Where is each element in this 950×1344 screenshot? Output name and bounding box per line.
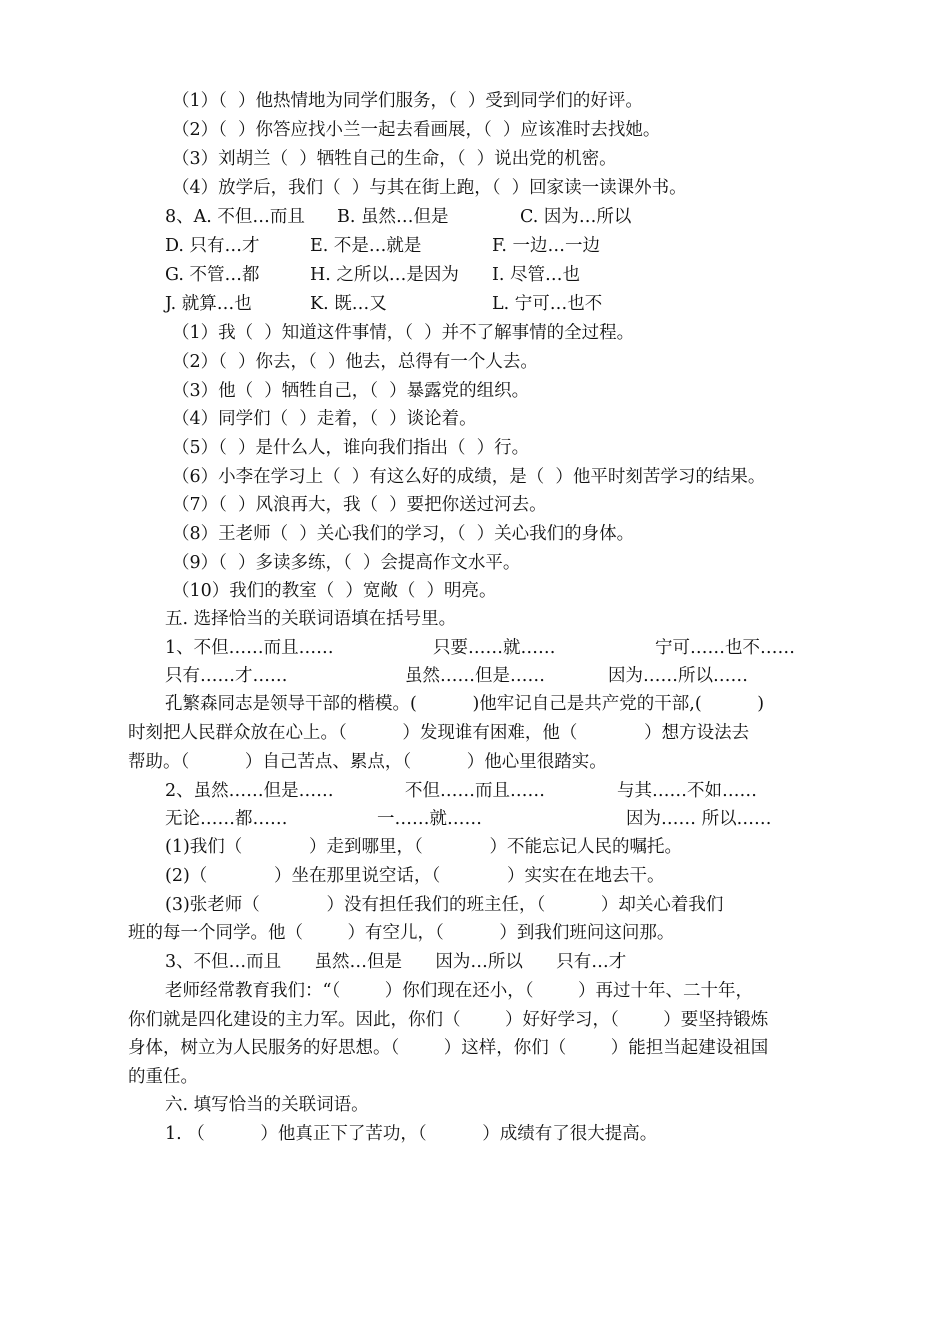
section-heading: 五. 选择恰当的关联词语填在括号里。 bbox=[165, 609, 457, 629]
option-label: C. 因为…所以 bbox=[520, 207, 632, 227]
option-label: J. 就算…也 bbox=[165, 294, 252, 314]
exercise-item: （8）王老师（ ）关心我们的学习，（ ）关心我们的身体。 bbox=[172, 524, 635, 544]
exercise-item: （3）他（ ）牺牲自己，（ ）暴露党的组织。 bbox=[172, 381, 530, 401]
option-label: B. 虽然…但是 bbox=[337, 207, 449, 227]
exercise-item: （5）（ ）是什么人，谁向我们指出（ ）行。 bbox=[172, 438, 530, 458]
option-label: K. 既…又 bbox=[310, 294, 387, 314]
option-label: E. 不是…就是 bbox=[310, 236, 422, 256]
option-label: 2、虽然……但是…… bbox=[165, 781, 334, 801]
passage-line: 身体，树立为人民服务的好思想。（ ）这样，你们（ ）能担当起建设祖国 bbox=[128, 1038, 769, 1058]
exercise-item: （3）刘胡兰（ ）牺牲自己的生命，（ ）说出党的机密。 bbox=[172, 149, 617, 169]
option-label: G. 不管…都 bbox=[165, 265, 260, 285]
option-label: L. 宁可…也不 bbox=[492, 294, 603, 314]
exercise-item: （2）（ ）你去，（ ）他去，总得有一个人去。 bbox=[172, 352, 538, 372]
option-label: I. 尽管…也 bbox=[492, 265, 581, 285]
exercise-item: （1）我（ ）知道这件事情，（ ）并不了解事情的全过程。 bbox=[172, 323, 635, 343]
exercise-item: （1）（ ）他热情地为同学们服务，（ ）受到同学们的好评。 bbox=[172, 91, 643, 111]
exercise-item: （9）（ ）多读多练，（ ）会提高作文水平。 bbox=[172, 553, 521, 573]
option-label: 只要……就…… bbox=[433, 638, 556, 658]
passage-line: 的重任。 bbox=[128, 1067, 198, 1087]
passage-line: 老师经常教育我们：“（ ）你们现在还小，（ ）再过十年、二十年， bbox=[165, 981, 753, 1001]
passage-line: 帮助。（ ）自己苦点、累点，（ ）他心里很踏实。 bbox=[128, 752, 607, 772]
option-label: 不但……而且…… bbox=[405, 781, 545, 801]
option-label: 宁可……也不…… bbox=[655, 638, 795, 658]
exercise-item: （4）同学们（ ）走着，（ ）谈论着。 bbox=[172, 409, 477, 429]
option-label: F. 一边…一边 bbox=[492, 236, 601, 256]
option-label: D. 只有…才 bbox=[165, 236, 260, 256]
option-label: 因为……所以…… bbox=[608, 666, 748, 686]
option-label: 无论……都…… bbox=[165, 809, 288, 829]
option-label: 一……就…… bbox=[377, 809, 482, 829]
passage-line: 孔繁森同志是领导干部的楷模。( )他牢记自己是共产党的干部,( ) bbox=[165, 694, 765, 714]
passage-line: 时刻把人民群众放在心上。（ ）发现谁有困难，他（ ）想方设法去 bbox=[128, 723, 750, 743]
option-label: 只有……才…… bbox=[165, 666, 288, 686]
passage-line: 你们就是四化建设的主力军。因此，你们（ ）好好学习，（ ）要坚持锻炼 bbox=[128, 1010, 769, 1030]
option-label: 虽然……但是…… bbox=[405, 666, 545, 686]
exercise-item: 班的每一个同学。他（ ）有空儿，（ ）到我们班问这问那。 bbox=[128, 923, 675, 943]
option-label: 因为…… 所以…… bbox=[626, 809, 772, 829]
option-label: H. 之所以…是因为 bbox=[310, 265, 459, 285]
exercise-item: （6）小李在学习上（ ）有这么好的成绩，是（ ）他平时刻苦学习的结果。 bbox=[172, 467, 766, 487]
option-label: 3、不但…而且 虽然…但是 因为…所以 只有…才 bbox=[165, 952, 627, 972]
exercise-item: （10）我们的教室（ ）宽敞（ ）明亮。 bbox=[172, 581, 497, 601]
exercise-item: 1. （ ）他真正下了苦功，（ ）成绩有了很大提高。 bbox=[165, 1124, 658, 1144]
exercise-item: (1)我们（ ）走到哪里，（ ）不能忘记人民的嘱托。 bbox=[165, 837, 683, 857]
exercise-item: (3)张老师（ ）没有担任我们的班主任，（ ）却关心着我们 bbox=[165, 895, 724, 915]
section-heading: 六. 填写恰当的关联词语。 bbox=[165, 1095, 369, 1115]
exercise-item: （7）（ ）风浪再大，我（ ）要把你送过河去。 bbox=[172, 495, 547, 515]
exercise-item: （4）放学后，我们（ ）与其在街上跑，（ ）回家读一读课外书。 bbox=[172, 178, 687, 198]
exercise-item: （2）（ ）你答应找小兰一起去看画展，（ ）应该准时去找她。 bbox=[172, 120, 661, 140]
option-label: 1、不但……而且…… bbox=[165, 638, 334, 658]
exercise-item: (2)（ ）坐在那里说空话，（ ）实实在在地去干。 bbox=[165, 866, 665, 886]
option-label: 8、A. 不但…而且 bbox=[165, 207, 305, 227]
option-label: 与其……不如…… bbox=[617, 781, 757, 801]
